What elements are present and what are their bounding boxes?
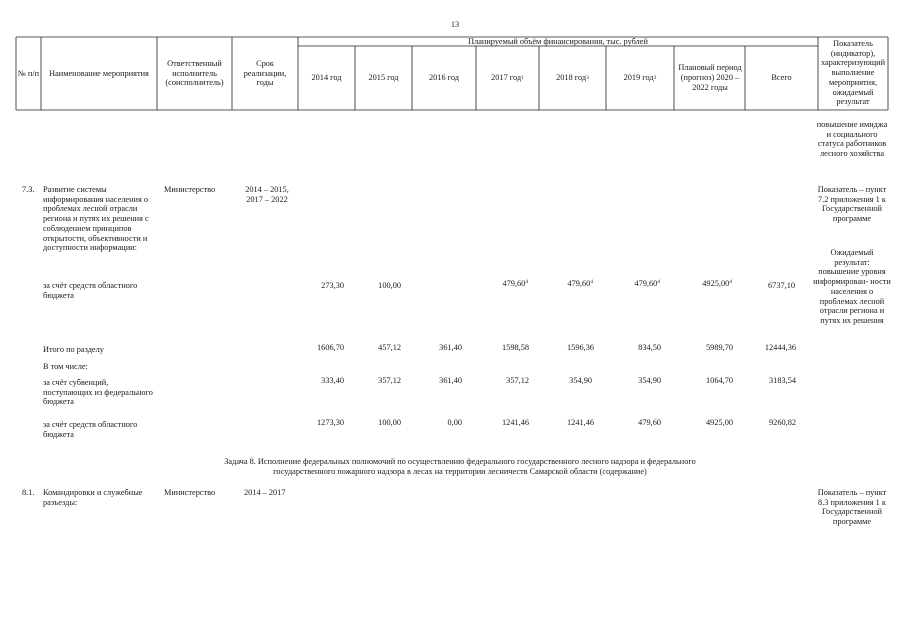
row-7-3-2019: 479,60$^4$ bbox=[634, 279, 660, 288]
header-responsible: Ответственный исполнитель (соисполнитель) bbox=[165, 58, 224, 88]
header-2014: 2014 год bbox=[311, 73, 342, 83]
item-8-1-name: Командировки и служебные разъезды: bbox=[43, 488, 143, 507]
row-subsidies-planned: 1064,70 bbox=[706, 376, 733, 385]
row-regional-2016: 0,00 bbox=[447, 418, 462, 427]
section-total-2015: 457,12 bbox=[378, 343, 401, 352]
row-subsidies-label: за счёт субвенций, поступающих из федерального бюджета bbox=[43, 378, 153, 407]
item-8-1-number: 8.1. bbox=[22, 488, 35, 497]
section-total-label: Итого по разделу bbox=[43, 345, 104, 354]
row-7-3-regional-label: за счёт средств областного бюджета bbox=[43, 281, 138, 300]
including-label: В том числе: bbox=[43, 362, 88, 371]
row-regional-2017: 1241,46 bbox=[502, 418, 529, 427]
header-name: Наименование мероприятия bbox=[49, 68, 149, 78]
row-subsidies-2017: 357,12 bbox=[506, 376, 529, 385]
header-2019: 2019 год 3 bbox=[623, 73, 657, 83]
section-total-total: 12444,36 bbox=[764, 343, 796, 352]
row-subsidies-total: 3183,54 bbox=[769, 376, 796, 385]
task-8-title: Задача 8. Исполнение федеральных полномочий по осуществлению федерального государственного лесного надзора и федерального государственного пожарного надзора в лесах на территории лесничеств Самарской области (содержание) bbox=[224, 457, 696, 477]
item-7-3-indicator: Показатель – пункт 7.2 приложения 1 к Государственной программе bbox=[817, 185, 887, 224]
item-7-3-name: Развитие системы информирования населения о проблемах лесной отрасли региона и путях их решения с соблюдением принципов открытости, объективности и доступности информации: bbox=[43, 185, 149, 253]
item-7-3-expected-result: Ожидаемый результат: повышение уровня информирован- ности населения о проблемах лесной отрасли региона и путях их решения bbox=[813, 248, 891, 325]
section-total-2017: 1598,58 bbox=[502, 343, 529, 352]
header-term: Срок реализации, годы bbox=[243, 58, 287, 88]
section-total-2019: 834,50 bbox=[638, 343, 661, 352]
row-regional-planned: 4925,00 bbox=[706, 418, 733, 427]
row-subsidies-2015: 357,12 bbox=[378, 376, 401, 385]
row-7-3-2017: 479,60$^4$ bbox=[502, 279, 528, 288]
header-2018: 2018 год 3 bbox=[556, 73, 589, 83]
item-8-1-indicator: Показатель – пункт 8.3 приложения 1 к Государственной программе bbox=[817, 488, 887, 527]
section-total-planned: 5989,70 bbox=[706, 343, 733, 352]
header-indicator: Показатель (индикатор), характеризующий выполнение мероприятия, ожидаемый результат bbox=[820, 39, 886, 107]
page-number: 13 bbox=[450, 20, 460, 29]
row-7-3-2018: 479,60$^4$ bbox=[567, 279, 593, 288]
row-7-3-2014: 273,30 bbox=[321, 281, 344, 290]
row-7-3-planned: 4925,00$^4$ bbox=[702, 279, 732, 288]
section-total-2018: 1596,36 bbox=[567, 343, 594, 352]
section-total-2014: 1606,70 bbox=[317, 343, 344, 352]
row-subsidies-2016: 361,40 bbox=[439, 376, 462, 385]
item-7-3-responsible: Министерство bbox=[164, 185, 216, 194]
row-subsidies-2019: 354,90 bbox=[638, 376, 661, 385]
header-2015: 2015 год bbox=[368, 73, 399, 83]
row-7-3-total: 6737,10 bbox=[768, 281, 795, 290]
item-7-3-number: 7.3. bbox=[22, 185, 35, 194]
row-regional-2015: 100,00 bbox=[378, 418, 401, 427]
row-regional-2019: 479,60 bbox=[638, 418, 661, 427]
carryover-indicator: повышение имиджа и социального статуса работников лесного хозяйства bbox=[816, 120, 888, 159]
item-8-1-term: 2014 – 2017 bbox=[244, 488, 286, 497]
row-regional-2018: 1241,46 bbox=[567, 418, 594, 427]
row-7-3-2015: 100,00 bbox=[378, 281, 401, 290]
header-2016: 2016 год bbox=[429, 73, 459, 83]
row-regional-total: 9260,82 bbox=[769, 418, 796, 427]
section-total-2016: 361,40 bbox=[439, 343, 462, 352]
row-regional-label: за счёт средств областного бюджета bbox=[43, 420, 138, 439]
header-2017: 2017 год 1 bbox=[491, 73, 524, 83]
row-subsidies-2014: 333,40 bbox=[321, 376, 344, 385]
header-total: Всего bbox=[771, 73, 792, 83]
item-8-1-responsible: Министерство bbox=[164, 488, 216, 497]
row-subsidies-2018: 354,90 bbox=[569, 376, 592, 385]
row-regional-2014: 1273,30 bbox=[317, 418, 344, 427]
header-financing-group: Планируемый объём финансирования, тыс. рублей bbox=[468, 36, 648, 46]
header-number: № п/п bbox=[17, 68, 40, 78]
item-7-3-term: 2014 – 2015, 2017 – 2022 bbox=[245, 185, 289, 204]
header-planned-period: Плановый период (прогноз) 2020 – 2022 годы bbox=[678, 63, 742, 92]
